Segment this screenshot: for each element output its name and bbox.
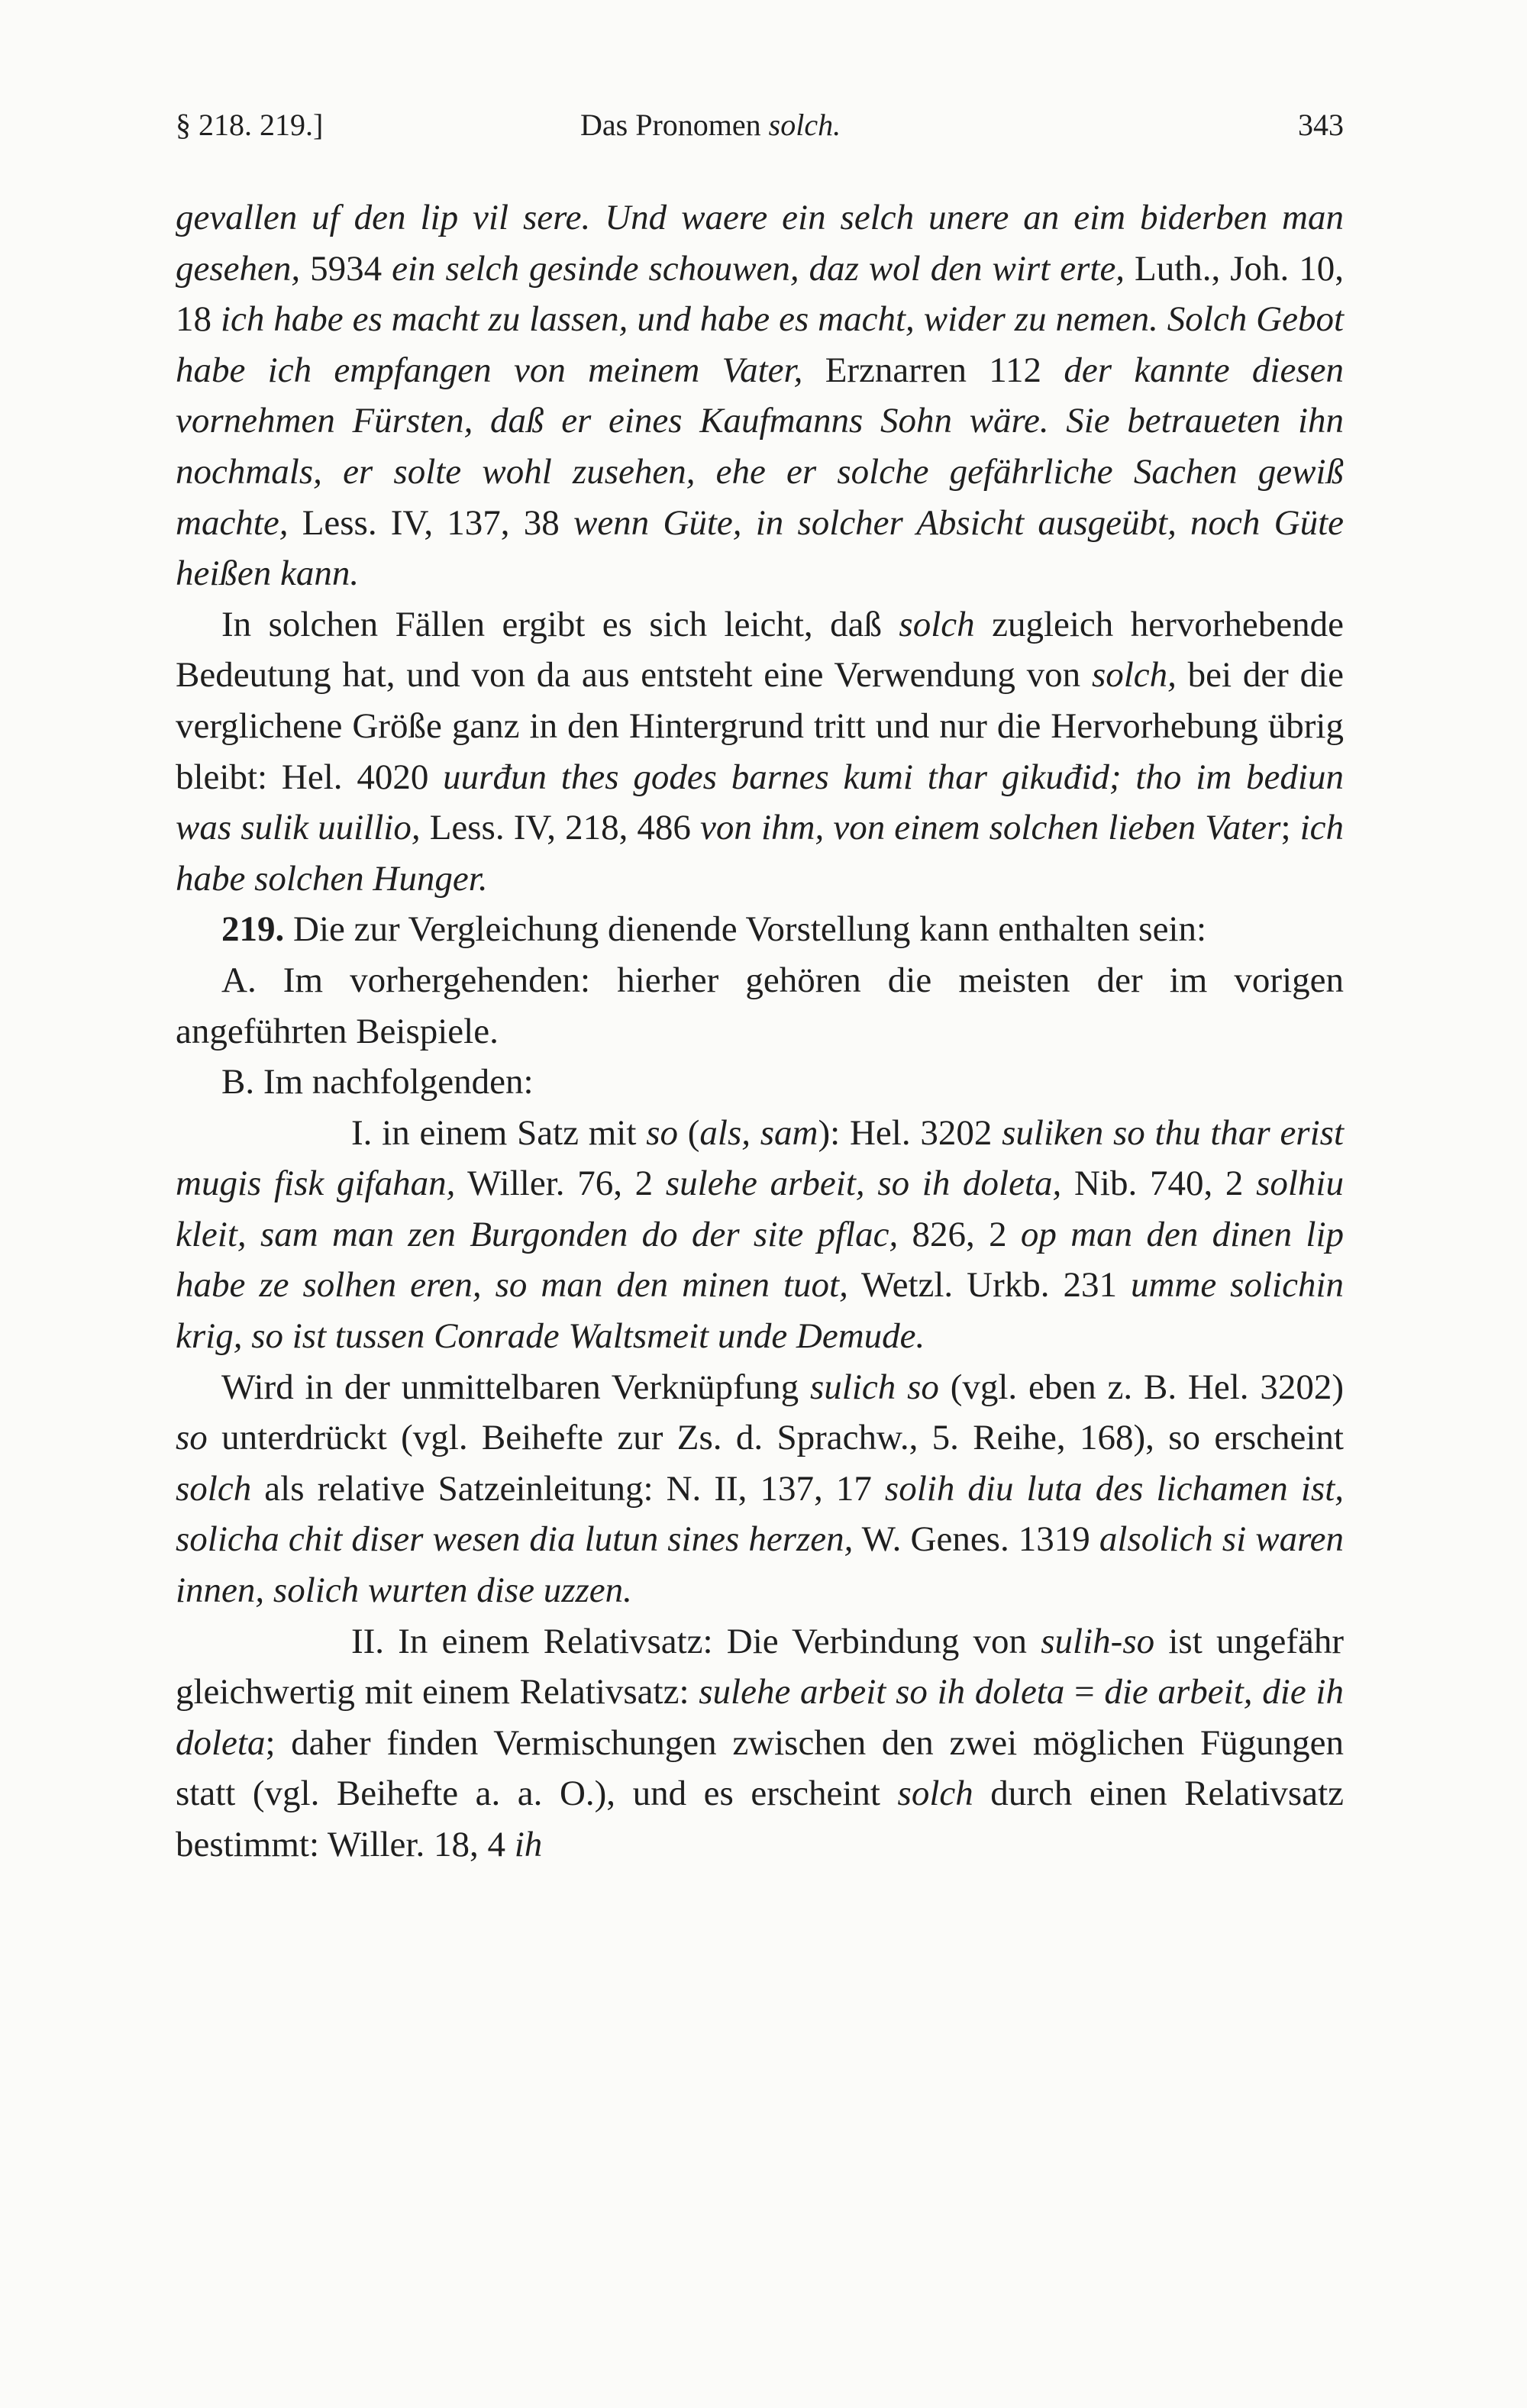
citation: Willer. 76, 2: [455, 1164, 666, 1204]
item-b-i: [176, 1108, 1344, 1362]
term: als, sam: [699, 1112, 818, 1153]
text: =: [1064, 1672, 1105, 1712]
page-body: [176, 192, 1344, 1871]
item-b-ii: [176, 1616, 1344, 1871]
quote: sulehe arbeit, so ih doleta,: [665, 1164, 1062, 1204]
paragraph-emphasis: [176, 599, 1344, 905]
term: so: [176, 1418, 208, 1458]
citation: Less. IV, 218, 486: [420, 808, 701, 848]
quote: die arbeit, die ih doleta: [176, 1672, 1344, 1763]
quote: suliken so thu thar erist mugis fisk gifahan,: [176, 1112, 1345, 1204]
citation: als relative Satzeinleitung: N. II, 137, 17: [251, 1468, 885, 1509]
citation: Erznarren 112: [802, 350, 1064, 390]
item-a: A. Im vorhergehenden: hierher gehören die meisten der im vorigen angeführten Beispiele.: [176, 960, 1344, 1051]
quote: solhiu kleit, sam man zen Burgonden do der site pflac,: [176, 1164, 1344, 1254]
paragraph-relative-intro: [176, 1362, 1344, 1616]
text: Die zur Vergleichung dienende Vorstellung kann enthalten sein:: [284, 909, 1207, 950]
text: I. in einem Satz mit: [351, 1112, 647, 1153]
quote: ich habe solchen Hunger.: [176, 808, 1345, 899]
quote: umme solichin krig, so ist tussen Conrade Waltsmeit unde Demude.: [176, 1265, 1344, 1357]
quote: op man den dinen lip habe ze solhen eren, so man den minen tuot,: [176, 1214, 1345, 1306]
term: solch: [899, 604, 975, 644]
text: zugleich hervorhebende Bedeutung hat, und von da aus entsteht eine Verwendung von: [176, 604, 1344, 696]
citation: Wetzl. Urkb. 231: [847, 1265, 1131, 1306]
text: ;: [1280, 808, 1300, 848]
text: Wird in der unmittelbaren Verknüpfung: [221, 1367, 810, 1407]
running-header: [176, 107, 1344, 153]
running-title: [580, 107, 841, 143]
text: bei der die verglichene Größe ganz in den Hintergrund tritt und nur die Hervorhebung übrig bleibt: Hel. 4020: [176, 655, 1344, 797]
page-number: 343: [1298, 108, 1344, 142]
item-b: B. Im nachfolgenden:: [221, 1062, 534, 1102]
quote: ein selch gesinde schouwen, daz wol den wirt erte,: [392, 248, 1125, 289]
section-reference: § 218. 219.]: [176, 108, 324, 142]
term: so: [646, 1112, 678, 1153]
term: sulih-so: [1041, 1621, 1155, 1661]
text: ; daher finden Vermischungen zwischen den zwei möglichen Fügungen statt (vgl. Beihefte a. a. O.), und es erscheint: [176, 1722, 1344, 1814]
quote: gevallen uf den lip vil sere. Und waere ein selch unere an eim biderben man gesehen,: [176, 198, 1344, 289]
quote: alsolich si waren innen, solich wurten dise uzzen.: [176, 1519, 1344, 1611]
term: solch: [897, 1774, 973, 1814]
paragraph-examples-continued: [176, 192, 1344, 599]
quote: von ihm, von einem solchen lieben Vater: [700, 808, 1281, 848]
running-title-plain: Das Pronomen: [580, 108, 769, 142]
citation: 5934: [300, 248, 392, 289]
citation: ): Hel. 3202: [818, 1112, 1002, 1153]
quote: wenn Güte, in solcher Absicht ausgeübt, noch Güte heißen kann.: [176, 502, 1344, 594]
citation: Nib. 740, 2: [1061, 1164, 1257, 1204]
quote: uurđun thes godes barnes kumi thar gikuđid; tho im bediun was sulik uuillio,: [176, 757, 1344, 848]
term: solch: [176, 1468, 252, 1509]
term: sulich so: [809, 1367, 939, 1407]
term: solch,: [1091, 655, 1177, 696]
citation: Less. IV, 137, 38: [288, 502, 573, 543]
citation: durch einen Relativsatz bestimmt: Willer. 18, 4: [176, 1774, 1345, 1864]
citation: Luth., Joh. 10, 18: [176, 248, 1345, 340]
text: (: [677, 1112, 700, 1153]
text: unterdrückt (vgl. Beihefte zur Zs. d. Sprachw., 5. Reihe, 168), so erscheint: [207, 1418, 1344, 1458]
citation: 826, 2: [898, 1214, 1021, 1254]
text: In solchen Fällen ergibt es sich leicht, daß: [221, 604, 899, 644]
quote: ich habe es macht zu lassen, und habe es macht, wider zu nemen. Solch Gebot habe ich empfangen von meinem Vater,: [176, 299, 1345, 390]
quote: solih diu luta des lichamen ist, solicha chit diser wesen dia lutun sines herzen,: [176, 1468, 1344, 1560]
text: ist ungefähr gleichwertig mit einem Relativsatz:: [176, 1621, 1344, 1712]
quote: sulehe arbeit so ih doleta: [699, 1672, 1065, 1712]
citation: W. Genes. 1319: [853, 1519, 1099, 1560]
quote: ih: [514, 1825, 543, 1864]
text: (vgl. eben z. B. Hel. 3202): [938, 1367, 1344, 1407]
section-219-heading: [176, 904, 1344, 955]
section-number: 219.: [221, 909, 285, 950]
quote: der kannte diesen vornehmen Fürsten, daß er eines Kaufmanns Sohn wäre. Sie betraueten ihn nochmals, er solte wohl zusehen, ehe er solche gefährliche Sachen gewiß machte,: [176, 350, 1344, 543]
text: II. In einem Relativsatz: Die Verbindung von: [351, 1621, 1041, 1661]
running-title-italic: solch.: [768, 108, 841, 142]
